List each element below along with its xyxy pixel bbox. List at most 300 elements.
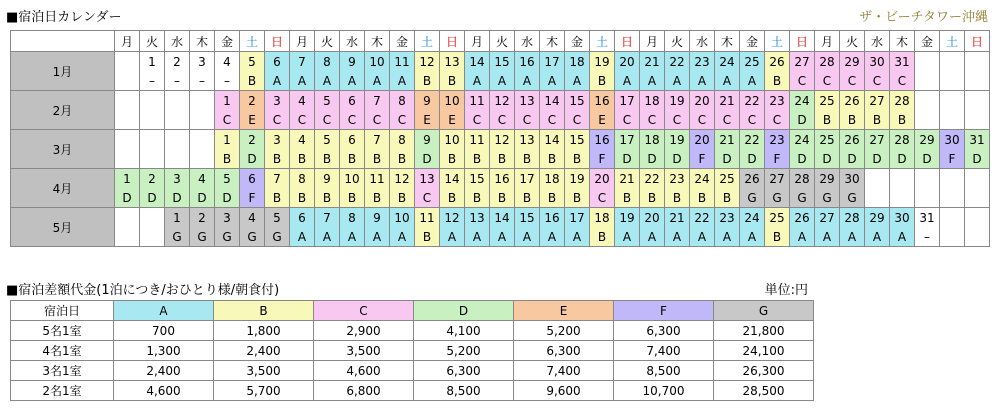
calendar-day-class: A [315, 71, 340, 91]
calendar-day-class: B [515, 188, 540, 208]
calendar-day-class: G [190, 227, 215, 247]
calendar-day-class: C [515, 110, 540, 130]
calendar-day-class: A [565, 227, 590, 247]
calendar-day-class: C [690, 110, 715, 130]
calendar-day-class: D [640, 149, 665, 169]
calendar-day-number: 24 [690, 169, 715, 189]
calendar-day-number: 21 [615, 169, 640, 189]
calendar-day-number: 22 [665, 52, 690, 72]
calendar-day-number: 9 [415, 130, 440, 150]
calendar-day-class: C [715, 110, 740, 130]
weekday-header-cell: 日 [790, 31, 815, 52]
calendar-day-number: 11 [465, 130, 490, 150]
price-header-row [11, 301, 814, 321]
calendar-day-number: 30 [940, 130, 965, 150]
calendar-day-number: 10 [390, 208, 415, 228]
calendar-day-number: 14 [540, 130, 565, 150]
calendar-day-class: F [240, 188, 265, 208]
calendar-day-class: G [265, 227, 290, 247]
weekday-header-cell: 水 [515, 31, 540, 52]
weekday-header-cell: 土 [765, 31, 790, 52]
calendar-empty-cell [165, 130, 190, 169]
calendar-day-class: D [615, 149, 640, 169]
price-value: 8,500 [614, 361, 714, 381]
weekday-header-cell: 水 [340, 31, 365, 52]
price-value: 26,300 [714, 361, 814, 381]
calendar-empty-cell [965, 169, 990, 208]
weekday-header-cell: 土 [240, 31, 265, 52]
price-table-title: ■宿泊差額代金(1泊につき/おひとり様/朝食付) [6, 283, 280, 298]
calendar-day-number: 22 [690, 208, 715, 228]
calendar-day-number: 25 [715, 169, 740, 189]
calendar-day-number: 17 [565, 208, 590, 228]
calendar-day-number: 7 [365, 130, 390, 150]
calendar-day-number: 4 [190, 169, 215, 189]
weekday-header-cell: 木 [540, 31, 565, 52]
calendar-day-class: D [165, 188, 190, 208]
weekday-header-cell: 月 [815, 31, 840, 52]
calendar-day-number: 26 [840, 91, 865, 111]
calendar-day-number: 12 [440, 208, 465, 228]
month-label: 5月 [11, 208, 115, 247]
calendar-day-class: B [440, 188, 465, 208]
weekday-header-cell: 月 [640, 31, 665, 52]
calendar-day-class: B [390, 149, 415, 169]
calendar-empty-cell [140, 91, 165, 130]
calendar-day-class: B [265, 149, 290, 169]
calendar-day-class: E [240, 110, 265, 130]
price-value: 4,600 [314, 361, 414, 381]
calendar-day-class: A [440, 227, 465, 247]
calendar-day-number: 20 [615, 52, 640, 72]
calendar-day-class: C [890, 71, 915, 91]
calendar-day-number: 11 [415, 208, 440, 228]
calendar-day-number: 21 [715, 91, 740, 111]
calendar-day-number: 6 [340, 130, 365, 150]
calendar-empty-cell [190, 130, 215, 169]
calendar-day-class: B [615, 188, 640, 208]
calendar-day-number: 4 [240, 208, 265, 228]
calendar-day-class: C [315, 110, 340, 130]
calendar-day-class: C [615, 110, 640, 130]
calendar-day-number: 26 [740, 169, 765, 189]
calendar-day-class: D [190, 188, 215, 208]
calendar-day-class: A [615, 71, 640, 91]
calendar-day-number: 5 [240, 52, 265, 72]
weekday-header-cell: 火 [140, 31, 165, 52]
calendar-day-class: B [490, 149, 515, 169]
calendar-day-number: 3 [165, 169, 190, 189]
calendar-day-number: 16 [490, 169, 515, 189]
price-value: 6,300 [514, 341, 614, 361]
weekday-header-cell: 日 [440, 31, 465, 52]
month-label: 4月 [11, 169, 115, 208]
calendar-empty-cell [940, 52, 965, 91]
calendar-day-number: 14 [465, 52, 490, 72]
price-value: 7,400 [514, 361, 614, 381]
month-day-row [11, 91, 990, 111]
calendar-day-number: 14 [540, 91, 565, 111]
calendar-day-number: 15 [465, 169, 490, 189]
calendar-empty-cell [115, 91, 140, 130]
price-value: 21,800 [714, 321, 814, 341]
calendar-empty-cell [965, 208, 990, 247]
calendar-day-class: B [715, 188, 740, 208]
calendar-day-number: 3 [265, 91, 290, 111]
calendar-day-number: 2 [240, 91, 265, 111]
weekday-header-row [11, 31, 990, 52]
weekday-header-cell: 木 [365, 31, 390, 52]
calendar-day-class: D [740, 149, 765, 169]
calendar-day-class: A [540, 71, 565, 91]
calendar-day-number: 12 [415, 52, 440, 72]
calendar-day-class: B [840, 110, 865, 130]
calendar-empty-cell [940, 208, 965, 247]
calendar-day-class: B [565, 149, 590, 169]
calendar-day-number: 12 [490, 91, 515, 111]
calendar-day-class: C [340, 110, 365, 130]
calendar-day-class: A [815, 227, 840, 247]
calendar-day-number: 28 [840, 208, 865, 228]
calendar-day-number: 19 [665, 91, 690, 111]
calendar-day-number: 31 [915, 208, 940, 228]
calendar-day-class: G [840, 188, 865, 208]
price-value: 10,700 [614, 381, 714, 401]
calendar-day-class: B [665, 188, 690, 208]
calendar-day-number: 8 [390, 91, 415, 111]
calendar-day-number: 1 [115, 169, 140, 189]
calendar-day-number: 12 [390, 169, 415, 189]
calendar-day-class: G [215, 227, 240, 247]
calendar-day-number: 19 [590, 52, 615, 72]
calendar-day-number: 22 [640, 169, 665, 189]
calendar-day-number: 20 [690, 130, 715, 150]
price-value: 2,400 [214, 341, 314, 361]
calendar-day-class: B [515, 149, 540, 169]
month-class-row [11, 71, 990, 91]
calendar-empty-cell [115, 52, 140, 91]
calendar-day-class: F [590, 149, 615, 169]
calendar-day-class: D [415, 149, 440, 169]
calendar-day-class: A [515, 71, 540, 91]
price-row [11, 341, 814, 361]
weekday-header-cell: 月 [115, 31, 140, 52]
calendar-empty-cell [115, 208, 140, 247]
calendar-day-class: A [290, 71, 315, 91]
calendar-day-class: B [440, 71, 465, 91]
calendar-day-number: 15 [490, 52, 515, 72]
month-day-row [11, 169, 990, 189]
calendar-day-number: 9 [315, 169, 340, 189]
weekday-header-cell: 水 [690, 31, 715, 52]
calendar-day-number: 24 [715, 52, 740, 72]
calendar-empty-cell [915, 169, 940, 208]
calendar-day-number: 1 [165, 208, 190, 228]
calendar-day-class: G [740, 188, 765, 208]
calendar-day-class: D [965, 149, 990, 169]
calendar-day-class: B [540, 188, 565, 208]
calendar-day-class: B [590, 227, 615, 247]
weekday-header-cell: 土 [415, 31, 440, 52]
calendar-day-number: 10 [365, 52, 390, 72]
calendar-day-number: 18 [590, 208, 615, 228]
calendar-day-number: 7 [265, 169, 290, 189]
calendar-day-number: 8 [290, 169, 315, 189]
calendar-day-class: C [815, 71, 840, 91]
weekday-header-cell: 火 [840, 31, 865, 52]
calendar-day-class: D [140, 188, 165, 208]
weekday-header-cell: 日 [615, 31, 640, 52]
calendar-day-number: 23 [690, 52, 715, 72]
calendar-day-class: A [365, 227, 390, 247]
calendar-day-class: C [740, 110, 765, 130]
calendar-day-number: 27 [865, 130, 890, 150]
calendar-day-class: C [215, 110, 240, 130]
calendar-day-class: A [640, 227, 665, 247]
calendar-day-class: B [215, 149, 240, 169]
calendar-day-class: A [615, 227, 640, 247]
calendar-day-class: A [740, 71, 765, 91]
calendar-empty-cell [190, 91, 215, 130]
month-day-row [11, 52, 990, 72]
price-class-header: A [114, 301, 214, 321]
calendar-day-number: 2 [190, 208, 215, 228]
calendar-day-class: A [315, 227, 340, 247]
calendar-day-number: 25 [740, 52, 765, 72]
calendar-empty-cell [890, 169, 915, 208]
calendar-day-class: B [265, 188, 290, 208]
calendar-day-class: C [390, 110, 415, 130]
calendar-day-number: 23 [765, 130, 790, 150]
calendar-day-number: 24 [790, 130, 815, 150]
calendar-day-number: 30 [840, 169, 865, 189]
price-value: 4,600 [114, 381, 214, 401]
calendar-empty-cell [115, 130, 140, 169]
calendar-day-number: 19 [665, 130, 690, 150]
calendar-empty-cell [915, 91, 940, 130]
calendar-day-class: A [340, 71, 365, 91]
calendar-day-number: 5 [315, 91, 340, 111]
calendar-title: ■宿泊日カレンダー [6, 10, 122, 25]
month-label: 2月 [11, 91, 115, 130]
calendar-day-class: D [240, 149, 265, 169]
calendar-day-class: D [790, 110, 815, 130]
calendar-day-number: 31 [965, 130, 990, 150]
price-value: 7,400 [614, 341, 714, 361]
calendar-day-class: G [240, 227, 265, 247]
calendar-day-class: D [790, 149, 815, 169]
calendar-day-number: 26 [840, 130, 865, 150]
calendar-day-class: B [240, 71, 265, 91]
calendar-day-class: B [440, 149, 465, 169]
calendar-day-number: 12 [490, 130, 515, 150]
calendar-day-number: 29 [840, 52, 865, 72]
weekday-header-cell: 木 [890, 31, 915, 52]
price-class-header: B [214, 301, 314, 321]
calendar-day-number: 17 [615, 91, 640, 111]
calendar-day-number: 24 [740, 208, 765, 228]
calendar-day-class: D [215, 188, 240, 208]
calendar-day-number: 4 [215, 52, 240, 72]
calendar-day-class: A [665, 227, 690, 247]
calendar-day-number: 7 [365, 91, 390, 111]
calendar-day-number: 6 [340, 91, 365, 111]
calendar-day-class: G [165, 227, 190, 247]
weekday-header-cell: 月 [290, 31, 315, 52]
calendar-day-class: A [390, 71, 415, 91]
calendar-day-number: 30 [890, 208, 915, 228]
room-occupancy-label: 4名1室 [11, 341, 114, 361]
calendar-day-number: 2 [140, 169, 165, 189]
calendar-day-class: B [290, 149, 315, 169]
calendar-day-class: A [840, 227, 865, 247]
calendar-day-class: A [390, 227, 415, 247]
calendar-day-class: C [665, 110, 690, 130]
month-class-row [11, 188, 990, 208]
calendar-empty-cell [940, 91, 965, 130]
price-value: 1,800 [214, 321, 314, 341]
calendar-day-number: 4 [290, 91, 315, 111]
calendar-day-class: C [490, 110, 515, 130]
calendar-day-class: D [915, 149, 940, 169]
calendar-day-number: 5 [315, 130, 340, 150]
calendar-day-number: 7 [315, 208, 340, 228]
calendar-day-class: B [490, 188, 515, 208]
weekday-header-cell: 火 [490, 31, 515, 52]
calendar-day-number: 5 [215, 169, 240, 189]
calendar-day-number: 25 [765, 208, 790, 228]
weekday-header-cell: 月 [465, 31, 490, 52]
calendar-day-number: 20 [690, 91, 715, 111]
calendar-day-class: B [815, 110, 840, 130]
calendar-day-number: 20 [590, 169, 615, 189]
calendar-day-number: 10 [440, 91, 465, 111]
calendar-day-number: 23 [665, 169, 690, 189]
weekday-header-cell: 火 [665, 31, 690, 52]
hotel-name: ザ・ビーチタワー沖縄 [859, 10, 988, 25]
calendar-day-class: E [590, 110, 615, 130]
calendar-day-class: B [890, 110, 915, 130]
calendar-day-number: 27 [815, 208, 840, 228]
calendar-day-class: A [865, 227, 890, 247]
calendar-day-class: B [365, 188, 390, 208]
calendar-day-number: 25 [815, 91, 840, 111]
calendar-day-class: B [415, 71, 440, 91]
calendar-day-number: 29 [915, 130, 940, 150]
weekday-header-cell: 木 [715, 31, 740, 52]
calendar-empty-cell [915, 52, 940, 91]
calendar-day-class: C [365, 110, 390, 130]
price-unit: 単位:円 [764, 283, 808, 298]
calendar-day-number: 9 [415, 91, 440, 111]
calendar-day-number: 15 [565, 130, 590, 150]
calendar-day-number: 8 [340, 208, 365, 228]
price-class-header: F [614, 301, 714, 321]
calendar-day-class: F [940, 149, 965, 169]
calendar-day-number: 29 [865, 208, 890, 228]
calendar-day-class: A [690, 71, 715, 91]
price-value: 6,300 [614, 321, 714, 341]
room-occupancy-label: 5名1室 [11, 321, 114, 341]
price-value: 8,500 [414, 381, 514, 401]
calendar-day-class: D [715, 149, 740, 169]
calendar-day-class: C [565, 110, 590, 130]
calendar-day-number: 28 [890, 130, 915, 150]
calendar-day-class: B [340, 188, 365, 208]
calendar-day-number: 13 [440, 52, 465, 72]
calendar-day-number: 23 [715, 208, 740, 228]
calendar-day-number: 21 [640, 52, 665, 72]
calendar-day-number: 1 [215, 91, 240, 111]
calendar-day-class: – [915, 227, 940, 247]
price-header-label: 宿泊日 [11, 301, 114, 321]
calendar-day-number: 18 [640, 130, 665, 150]
calendar-day-class: A [265, 71, 290, 91]
calendar-day-class: B [865, 110, 890, 130]
calendar-day-number: 6 [265, 52, 290, 72]
calendar-day-class: C [590, 188, 615, 208]
calendar-day-number: 17 [615, 130, 640, 150]
calendar-day-class: C [290, 110, 315, 130]
calendar-day-number: 16 [540, 208, 565, 228]
calendar-day-class: B [640, 188, 665, 208]
calendar-day-class: D [840, 149, 865, 169]
calendar-day-number: 11 [390, 52, 415, 72]
price-row [11, 321, 814, 341]
calendar-day-class: D [890, 149, 915, 169]
calendar-day-class: B [765, 227, 790, 247]
calendar-day-class: A [890, 227, 915, 247]
weekday-header-cell: 金 [740, 31, 765, 52]
room-occupancy-label: 2名1室 [11, 381, 114, 401]
calendar-day-class: B [765, 71, 790, 91]
calendar-day-number: 4 [290, 130, 315, 150]
calendar-empty-cell [965, 52, 990, 91]
calendar-day-number: 13 [515, 91, 540, 111]
price-value: 2,900 [314, 321, 414, 341]
calendar-day-number: 15 [565, 91, 590, 111]
price-class-header: C [314, 301, 414, 321]
calendar-day-number: 23 [765, 91, 790, 111]
calendar-day-number: 28 [890, 91, 915, 111]
calendar-day-number: 10 [340, 169, 365, 189]
price-value: 700 [114, 321, 214, 341]
calendar-day-number: 5 [265, 208, 290, 228]
weekday-header-cell: 金 [565, 31, 590, 52]
calendar-day-class: – [215, 71, 240, 91]
calendar-day-number: 13 [515, 130, 540, 150]
calendar-day-class: C [865, 71, 890, 91]
weekday-header-cell: 金 [390, 31, 415, 52]
calendar-day-number: 18 [540, 169, 565, 189]
month-day-row [11, 208, 990, 228]
calendar-day-class: A [640, 71, 665, 91]
calendar-day-number: 16 [515, 52, 540, 72]
calendar-day-class: A [515, 227, 540, 247]
calendar-day-number: 15 [515, 208, 540, 228]
calendar-day-class: B [590, 71, 615, 91]
calendar-day-number: 31 [890, 52, 915, 72]
month-label: 1月 [11, 52, 115, 91]
calendar-day-class: A [565, 71, 590, 91]
calendar-day-class: E [440, 110, 465, 130]
price-value: 24,100 [714, 341, 814, 361]
calendar-day-number: 2 [240, 130, 265, 150]
calendar-day-class: A [690, 227, 715, 247]
calendar-day-class: – [140, 71, 165, 91]
price-value: 3,500 [314, 341, 414, 361]
price-table [10, 300, 814, 401]
